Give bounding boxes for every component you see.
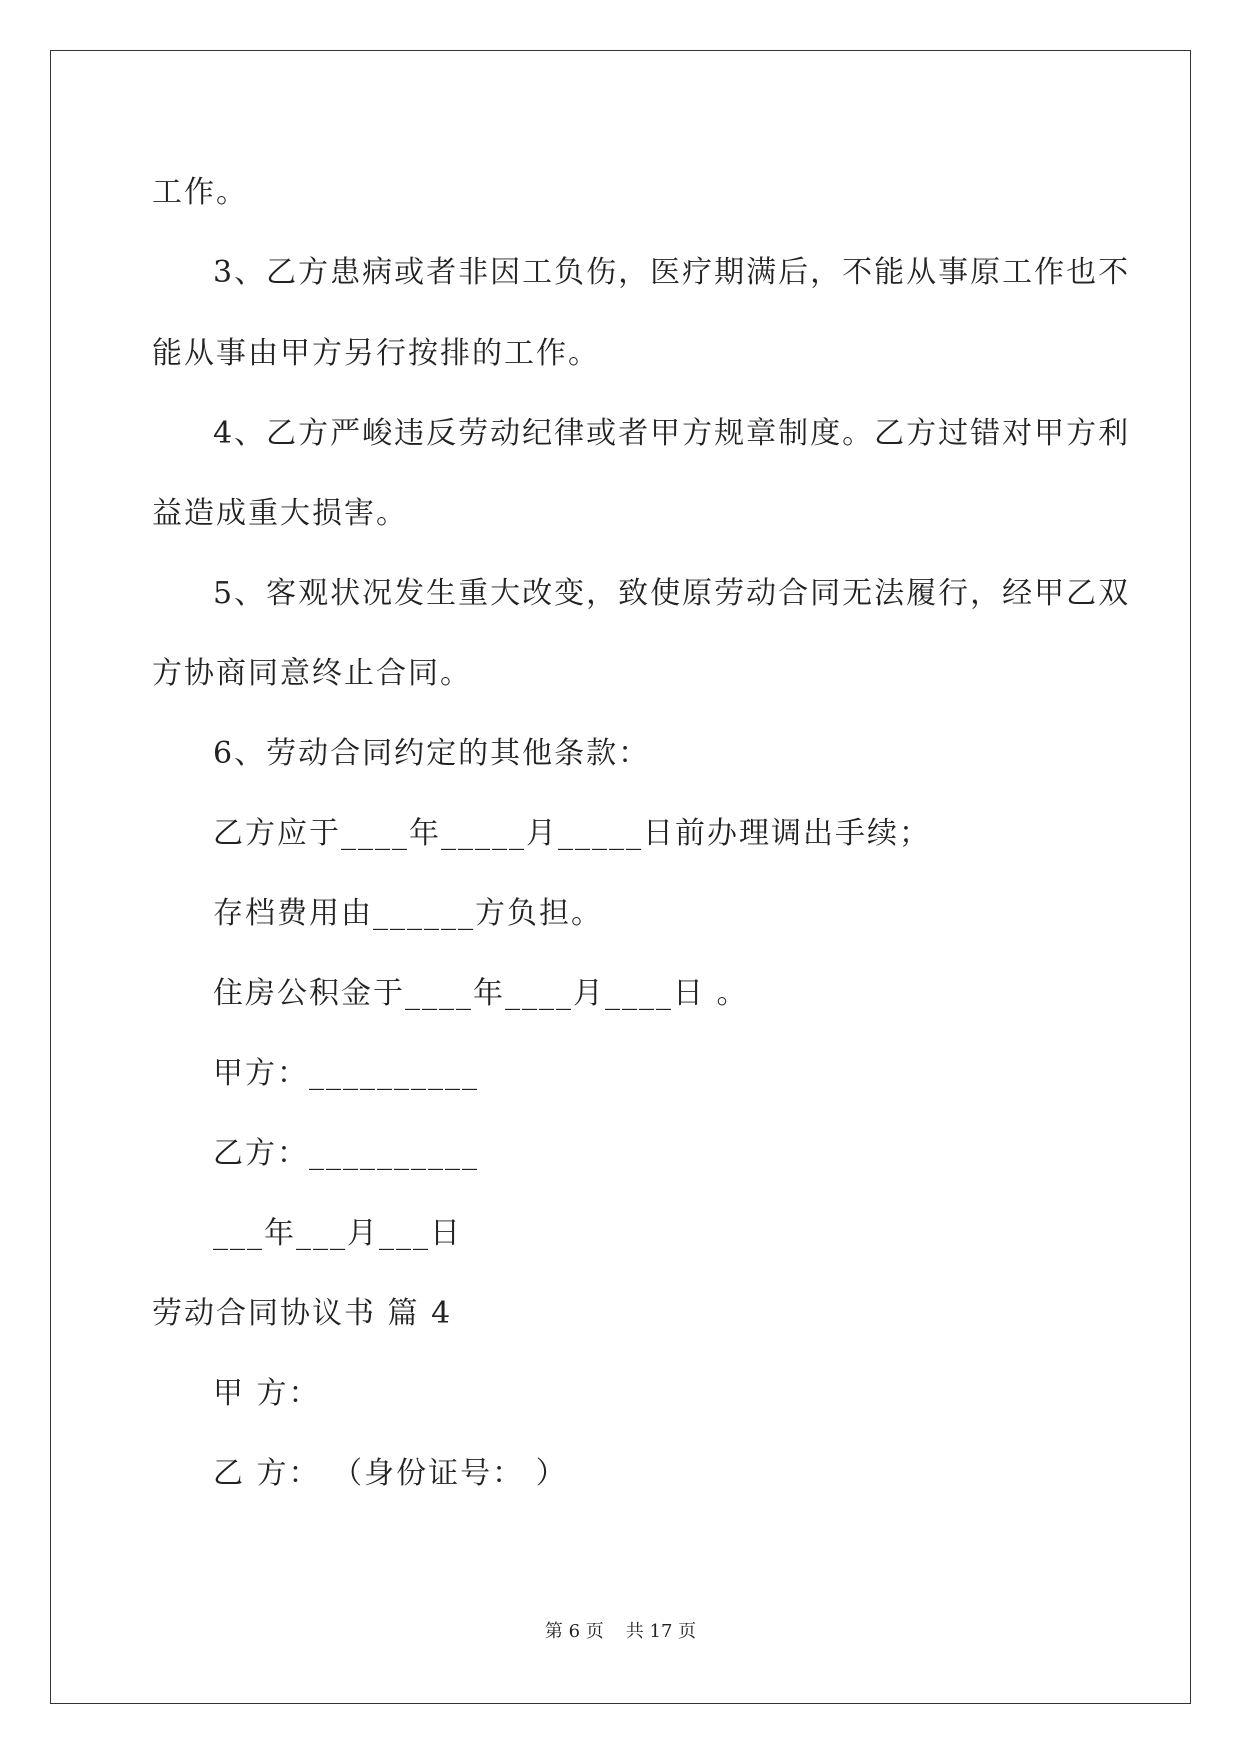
party-a-signature-line: 甲方：__________	[213, 1056, 479, 1091]
party-b-label: 乙 方： （身份证号： ）	[213, 1456, 568, 1491]
page-total: 共 17 页	[625, 1621, 697, 1642]
clause-3-line-1: 3、乙方患病或者非因工负伤，医疗期满后，不能从事原工作也不	[213, 255, 1131, 290]
archive-fee-line: 存档费用由______方负担。	[213, 896, 603, 931]
housing-fund-line: 住房公积金于____年____月____日 。	[213, 976, 749, 1011]
party-b-signature-line: 乙方：__________	[213, 1136, 479, 1171]
date-line: ___年___月___日	[213, 1216, 462, 1251]
clause-5-line-2: 方协商同意终止合同。	[152, 656, 472, 691]
page-number: 第 6 页	[544, 1621, 604, 1642]
section-heading: 劳动合同协议书 篇 4	[152, 1296, 453, 1331]
party-a-label: 甲 方：	[213, 1376, 321, 1411]
text-line: 工作。	[152, 175, 248, 210]
transfer-deadline-line: 乙方应于____年_____月_____日前办理调出手续；	[213, 816, 931, 851]
clause-6-heading: 6、劳动合同约定的其他条款：	[213, 736, 651, 771]
clause-3-line-2: 能从事由甲方另行按排的工作。	[152, 336, 600, 371]
clause-4-line-1: 4、乙方严峻违反劳动纪律或者甲方规章制度。乙方过错对甲方利	[213, 416, 1131, 451]
clause-4-line-2: 益造成重大损害。	[152, 496, 408, 531]
clause-5-line-1: 5、客观状况发生重大改变，致使原劳动合同无法履行，经甲乙双	[213, 576, 1131, 611]
page-footer	[0, 1619, 1241, 1645]
